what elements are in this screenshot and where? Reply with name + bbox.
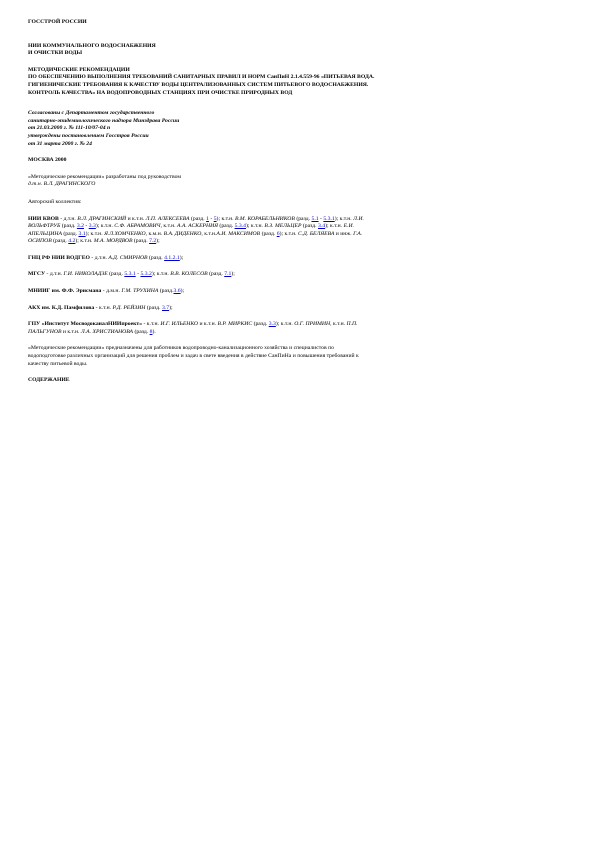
author-paragraph-kvov	[28, 216, 575, 246]
contents-heading: СОДЕРЖАНИЕ	[28, 377, 70, 384]
author-text: );	[180, 288, 185, 295]
author-text: - д.т.н.	[58, 215, 78, 222]
author-text: (разд.	[145, 304, 162, 311]
author-name: Г.И. НИКОЛАДЗЕ	[63, 271, 108, 278]
section-link[interactable]: 5.1	[311, 215, 319, 222]
author-paragraph-mniig	[28, 288, 575, 296]
author-text: ); к.т.н.	[325, 223, 344, 230]
author-text: - к.т.н.	[94, 304, 113, 311]
approval-line-2: санитарно-эпидемиологического надзора Минздрава России	[28, 117, 180, 124]
section-link[interactable]: 6	[276, 230, 280, 237]
org-heading: ГОССТРОЙ РОССИИ	[28, 19, 87, 25]
author-text: , к.т.н.	[330, 321, 347, 328]
author-text: (разд.	[147, 254, 165, 261]
note-line-1: «Методические рекомендации» предназначены для работников водопроводно-канализационного хозяйства и специалистов по	[28, 345, 335, 352]
author-text: ).	[152, 328, 156, 335]
author-text: -	[318, 215, 324, 222]
section-link[interactable]: 3.4	[318, 223, 326, 230]
section-link[interactable]: 4.2	[68, 238, 76, 245]
author-text: );	[156, 238, 160, 245]
author-text: ); к.т.н.	[245, 223, 265, 230]
author-paragraph-akh	[28, 305, 575, 313]
author-text: , к.т.н.	[201, 230, 217, 237]
author-text: ); к.т.н.	[95, 223, 115, 230]
purpose-note	[28, 345, 575, 368]
author-text: (разд.	[51, 238, 69, 245]
author-text: - д.т.н.	[89, 254, 109, 261]
author-text: ); к.т.н.	[85, 230, 105, 237]
author-text: - к.т.н.	[142, 321, 161, 328]
author-org: МНИИГ им. Ф.Ф. Эрисмана	[28, 288, 102, 295]
author-name: И.Г. ИЛЬЕНКО	[160, 321, 199, 328]
developed-line-1: «Методические рекомендации» разработаны под руководством	[28, 173, 181, 180]
author-text: -	[83, 223, 89, 230]
author-text: );	[179, 254, 184, 261]
approval-line-5: от 31 марта 2000 г. № 24	[28, 140, 92, 147]
author-text: и инж.	[334, 230, 354, 237]
approval-block	[28, 110, 575, 148]
section-link[interactable]: 3.1	[78, 230, 86, 237]
institute-line-1: НИИ КОММУНАЛЬНОГО ВОДОСНАБЖЕНИЯ	[28, 42, 156, 49]
city-year: МОСКВА 2000	[28, 157, 67, 164]
author-name: Р.Д. РЕЙЗИН	[112, 304, 146, 311]
author-paragraph-mosvodokanal	[28, 321, 575, 336]
author-name: С.Д. БЕЛЯЕВА	[298, 230, 335, 237]
title-line-3: ГИГИЕНИЧЕСКИЕ ТРЕБОВАНИЯ К КАЧЕСТВУ ВОДЫ ЦЕНТРАЛИЗОВАННЫХ СИСТЕМ ПИТЬЕВОГО ВОДОСНАБЖЕНИЯ.	[28, 81, 369, 88]
author-org: НИИ КВОВ	[28, 215, 59, 222]
author-text: ); к.т.н.	[334, 215, 354, 222]
author-text: (разд.	[61, 230, 79, 237]
author-text: и к.т.н.	[198, 321, 218, 328]
section-link[interactable]: 5.3.1	[124, 271, 136, 278]
section-link[interactable]: 3.3	[268, 321, 276, 328]
section-link[interactable]: 3.6	[173, 288, 181, 295]
section-link[interactable]: 5.3.2	[140, 271, 152, 278]
author-paragraph-vodgeo	[28, 255, 575, 263]
author-text: (разд.	[60, 223, 77, 230]
author-name: О.Г. ПРИМИН	[294, 321, 331, 328]
author-text: );	[231, 271, 235, 278]
author-name: А.И. МАКСИМОВ	[216, 230, 261, 237]
author-text: -	[208, 215, 214, 222]
author-org: АКХ им. К.Д. Памфилова	[28, 304, 95, 311]
developed-line-2: д.т.н. В.Л. ДРАГИНСКОГО	[28, 181, 96, 188]
section-link[interactable]: 3.2	[76, 223, 84, 230]
author-name: ПАЛЬГУНОВ	[28, 328, 62, 335]
author-name: А.Д. СМИРНОВ	[108, 254, 148, 261]
author-text: ); к.т.н.	[75, 238, 94, 245]
author-text: (разд.	[301, 223, 319, 230]
author-text: (разд.	[189, 215, 207, 222]
author-name: Л.А. ХРИСТИАНОВА	[80, 328, 134, 335]
author-name: М.А. МОРДВОВ	[93, 238, 133, 245]
section-link[interactable]: 8	[149, 328, 153, 335]
author-name: Г.М. ТРУХИНА	[121, 288, 159, 295]
author-name: Е.И.	[343, 223, 355, 230]
developed-block	[28, 174, 575, 189]
section-link[interactable]: 1	[206, 215, 209, 222]
document-title	[28, 67, 575, 97]
section-link[interactable]: 3.3	[88, 223, 96, 230]
author-text: (разд.	[133, 328, 150, 335]
author-text: и к.т.н.	[126, 215, 146, 222]
author-name: В.В. КОЛЕСОВ	[170, 271, 208, 278]
author-name: АПЕЛЬЦИНА	[28, 230, 62, 237]
author-org: ГНЦ РФ НИИ ВОДГЕО	[28, 254, 90, 261]
author-name: П.П.	[346, 321, 358, 328]
section-link[interactable]: 3.7	[161, 304, 170, 311]
author-org: ГПУ «Институт МосводоканалНИИпроект»	[28, 321, 143, 328]
title-line-4: КОНТРОЛЬ КАЧЕСТВА» НА ВОДОПРОВОДНЫХ СТАНЦИЯХ ПРИ ОЧИСТКЕ ПРИРОДНЫХ ВОД	[28, 89, 293, 96]
author-line	[28, 329, 575, 337]
approval-line-4: утверждены постановлением Госстроя России	[28, 132, 149, 139]
note-line-2: водоподготовке различных организаций для решения проблем и задач в свете введения в действие СанПиНа и повышения требований к	[28, 353, 359, 360]
author-line	[28, 321, 575, 329]
title-line-2: ПО ОБЕСПЕЧЕНИЮ ВЫПОЛНЕНИЯ ТРЕБОВАНИЙ САНИТАРНЫХ ПРАВИЛ И НОРМ СанПиН 2.1.4.559-96 «ПИТЬЕВАЯ ВОДА.	[28, 74, 375, 81]
author-line	[28, 238, 575, 246]
note-line-3: качеству питьевой воды.	[28, 360, 88, 367]
author-line	[28, 216, 575, 224]
section-link[interactable]: 7.2	[149, 238, 157, 245]
author-line	[28, 223, 575, 231]
author-name: ВОЛЬФТРУБ	[28, 223, 61, 230]
section-link[interactable]: 5	[213, 215, 217, 222]
author-paragraph-mgsu	[28, 271, 575, 279]
author-text: - д.м.н.	[101, 288, 122, 295]
author-text: (разд.	[218, 223, 235, 230]
author-text: (разд.	[158, 288, 174, 295]
author-text: ); к.т.н.	[151, 271, 171, 278]
section-link[interactable]: 5.3.4	[234, 223, 246, 230]
institute-line-2: И ОЧИСТКИ ВОДЫ	[28, 50, 83, 57]
author-text: - д.т.н.	[45, 271, 64, 278]
author-name: Я.Л.ХОМЧЕНКО	[104, 230, 146, 237]
author-name: С.Ф. АБРАМОВИЧ	[114, 223, 161, 230]
author-text: ); к.т.н.	[275, 321, 295, 328]
author-name: Л.И.	[353, 215, 364, 222]
author-name: Л.П. АЛЕКСЕЕВА	[145, 215, 190, 222]
author-org: МГСУ	[28, 271, 46, 278]
author-text: , к.т.н.	[160, 223, 177, 230]
author-name: ОСИПОВ	[28, 238, 52, 245]
author-text: );	[169, 304, 173, 311]
approval-line-3: от 21.03.2000 г. № 111-10/07-04 п	[28, 125, 111, 132]
author-text: ); к.т.н.	[216, 215, 235, 222]
section-link[interactable]: 4.1.2.1	[164, 254, 180, 261]
author-name: В.З. МЕЛЬЦЕР	[264, 223, 302, 230]
authors-label: Авторский коллектив:	[28, 198, 82, 205]
author-text: (разд.	[132, 238, 150, 245]
author-name: В.Л. ДРАГИНСКИЙ	[77, 215, 127, 222]
author-text: -	[135, 271, 141, 278]
author-text: ); к.т.н.	[279, 230, 299, 237]
institute-block	[28, 43, 575, 58]
approval-line-1: Согласованы с Департаментом государственного	[28, 110, 155, 117]
title-line-1: МЕТОДИЧЕСКИЕ РЕКОМЕНДАЦИИ	[28, 66, 130, 73]
author-name: В.А. ДИДЕНКО	[163, 230, 202, 237]
author-text: (разд.	[107, 271, 125, 278]
author-text: (разд.	[252, 321, 269, 328]
author-text: , к.м.н.	[145, 230, 164, 237]
section-link[interactable]: 5.3.1	[323, 215, 335, 222]
author-name: В.М. КОРАБЕЛЬНИКОВ	[235, 215, 295, 222]
author-name: В.Р. МИРКИС	[217, 321, 253, 328]
author-name: А.А. АСКЕРНИЯ	[176, 223, 218, 230]
author-text: и к.т.н.	[61, 328, 81, 335]
author-text: (разд.	[260, 230, 277, 237]
author-text: (разд.	[207, 271, 225, 278]
author-name: Г.А.	[353, 230, 363, 237]
section-link[interactable]: 7.1	[224, 271, 232, 278]
author-text: (разд.	[294, 215, 312, 222]
